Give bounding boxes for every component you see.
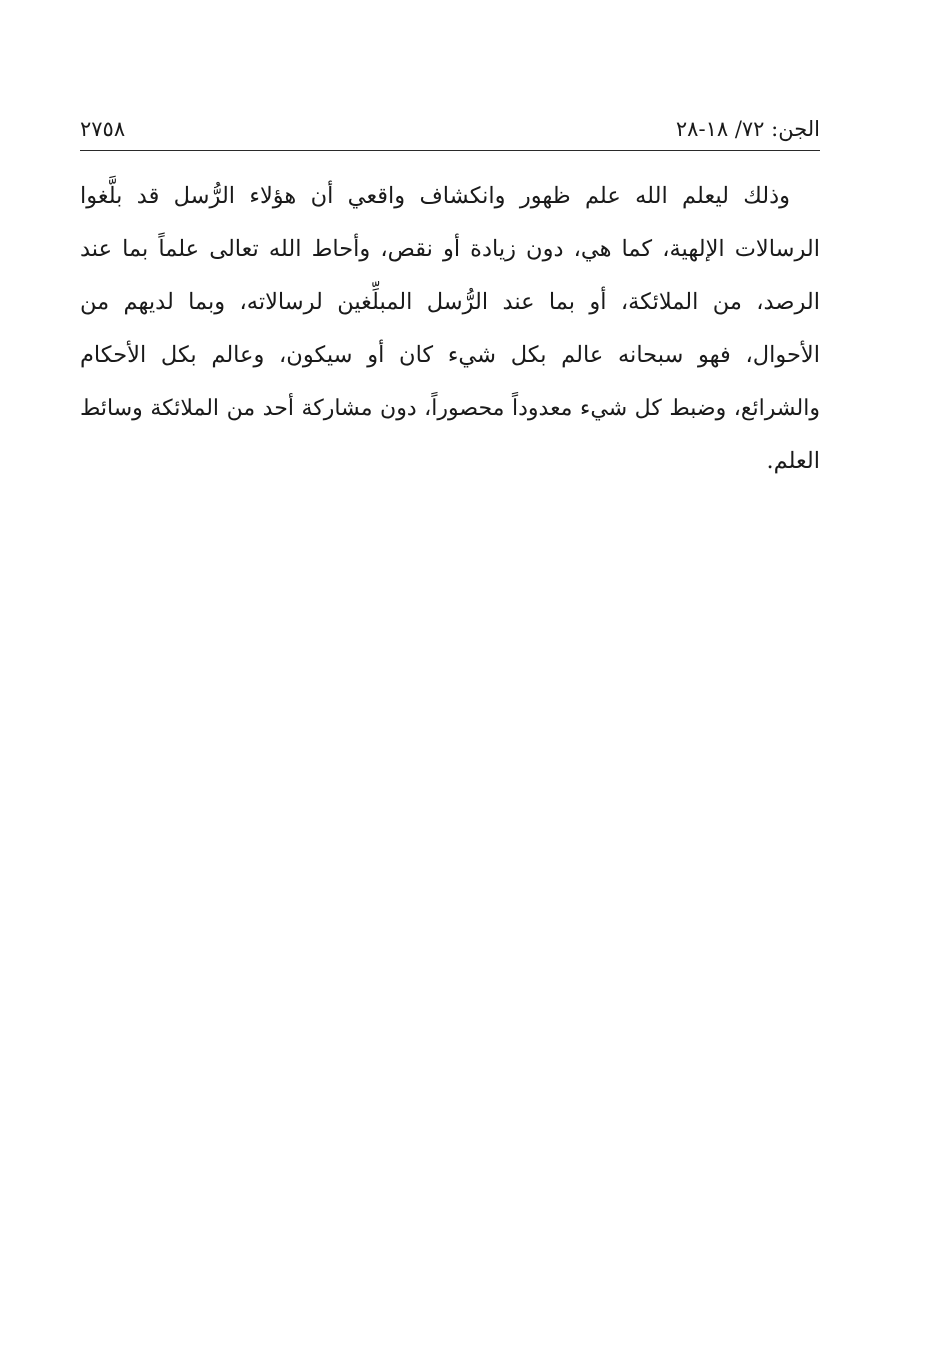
text-line: وذلك ليعلم الله علم ظهور وانكشاف واقعي أن هؤلاء الرُّسل قد بلَّغوا (80, 183, 790, 209)
text-line: والشرائع، وضبط كل شيء معدوداً محصوراً، دون مشاركة أحد من الملائكة وسائط (80, 396, 820, 421)
text-line: الرصد، من الملائكة، أو بما عند الرُّسل المبلِّغين لرسالاته، وبما لديهم من (80, 289, 820, 315)
text-line: الأحوال، فهو سبحانه عالم بكل شيء كان أو سيكون، وعالم بكل الأحكام (80, 342, 820, 368)
page-number: ٢٧٥٨ (80, 117, 126, 141)
commentary-paragraph (80, 170, 820, 488)
text-line: العلم. (766, 448, 820, 474)
text-line: الرسالات الإلهية، كما هي، دون زيادة أو نقص، وأحاط الله تعالى علماً بما عند (80, 236, 820, 262)
surah-reference: الجن: ٧٢/ ١٨-٢٨ (675, 117, 820, 141)
header-divider (80, 150, 820, 151)
page-header (80, 112, 820, 146)
